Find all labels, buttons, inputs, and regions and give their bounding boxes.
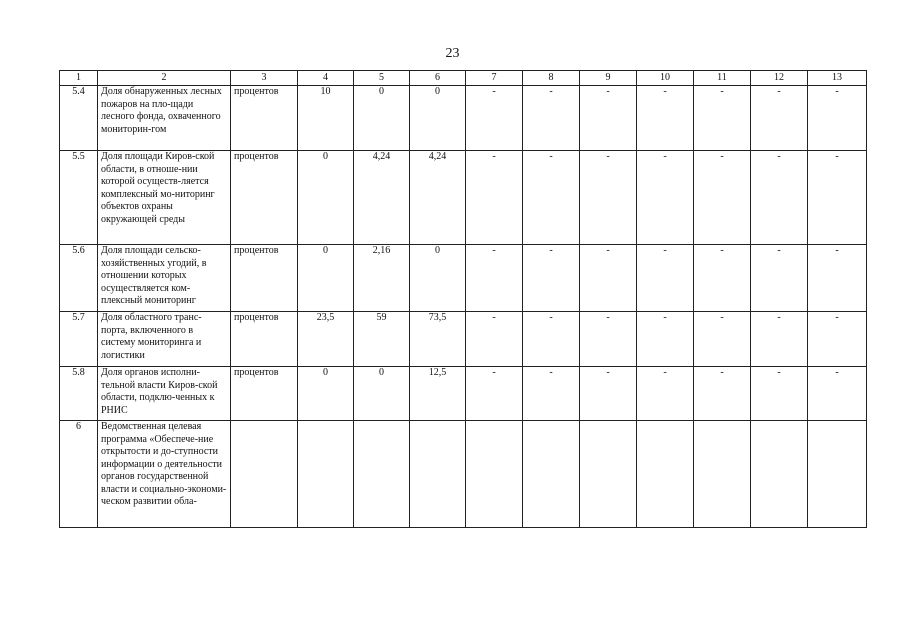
column-header: 13 [808, 71, 867, 86]
value-cell: - [637, 312, 694, 367]
value-cell: - [808, 151, 867, 245]
value-cell: 0 [298, 151, 354, 245]
table-row [60, 86, 867, 151]
value-cell [466, 421, 523, 528]
value-cell: 2,16 [354, 245, 410, 312]
value-cell [751, 421, 808, 528]
column-header: 5 [354, 71, 410, 86]
table-row [60, 421, 867, 528]
value-cell: 4,24 [354, 151, 410, 245]
value-cell: - [466, 86, 523, 151]
value-cell: - [466, 367, 523, 421]
row-number: 5.7 [60, 312, 98, 367]
indicators-table [59, 70, 867, 528]
value-cell [694, 421, 751, 528]
value-cell: - [637, 151, 694, 245]
value-cell: - [751, 312, 808, 367]
table-header-row [60, 71, 867, 86]
table-row [60, 312, 867, 367]
value-cell [808, 421, 867, 528]
column-header: 11 [694, 71, 751, 86]
column-header: 12 [751, 71, 808, 86]
value-cell: - [637, 367, 694, 421]
value-cell: - [694, 151, 751, 245]
value-cell: - [694, 367, 751, 421]
value-cell: - [466, 245, 523, 312]
row-number: 5.6 [60, 245, 98, 312]
value-cell: - [466, 312, 523, 367]
unit-cell [231, 421, 298, 528]
table-row [60, 151, 867, 245]
value-cell: 0 [354, 86, 410, 151]
value-cell: - [523, 86, 580, 151]
value-cell: - [523, 245, 580, 312]
value-cell: 0 [354, 367, 410, 421]
unit-cell: процентов [231, 367, 298, 421]
value-cell: - [523, 367, 580, 421]
indicator-name: Доля органов исполни-тельной власти Киров-ской области, подклю-ченных к РНИС [98, 367, 231, 421]
unit-cell: процентов [231, 245, 298, 312]
value-cell: 0 [298, 245, 354, 312]
value-cell: - [580, 86, 637, 151]
unit-cell: процентов [231, 86, 298, 151]
value-cell: - [808, 245, 867, 312]
value-cell: - [580, 151, 637, 245]
value-cell: - [751, 86, 808, 151]
unit-cell: процентов [231, 151, 298, 245]
value-cell [580, 421, 637, 528]
value-cell: - [694, 86, 751, 151]
value-cell: 4,24 [410, 151, 466, 245]
value-cell: - [751, 367, 808, 421]
unit-cell: процентов [231, 312, 298, 367]
value-cell: 0 [410, 86, 466, 151]
page-number: 23 [445, 46, 460, 61]
value-cell: - [694, 312, 751, 367]
table-row [60, 245, 867, 312]
value-cell [354, 421, 410, 528]
column-header: 9 [580, 71, 637, 86]
value-cell: 23,5 [298, 312, 354, 367]
value-cell: 10 [298, 86, 354, 151]
value-cell: 0 [298, 367, 354, 421]
value-cell [298, 421, 354, 528]
value-cell: - [637, 245, 694, 312]
value-cell: - [808, 367, 867, 421]
indicator-name: Ведомственная целевая программа «Обеспече-ние открытости и до-ступности информации о деятельности органов государственной власти и социально-экономи-ческом развитии обла- [98, 421, 231, 528]
indicator-name: Доля площади сельско-хозяйственных угодий, в отношении которых осуществляется ком-плексный мониторинг [98, 245, 231, 312]
indicator-name: Доля областного транс-порта, включенного в систему мониторинга и логистики [98, 312, 231, 367]
column-header: 6 [410, 71, 466, 86]
table-row [60, 367, 867, 421]
column-header: 8 [523, 71, 580, 86]
indicator-name: Доля площади Киров-ской области, в отноше-нии которой осуществ-ляется комплексный мо-ниторинг объектов охраны окружающей среды [98, 151, 231, 245]
value-cell: 0 [410, 245, 466, 312]
value-cell [637, 421, 694, 528]
value-cell [410, 421, 466, 528]
value-cell: 12,5 [410, 367, 466, 421]
value-cell: 73,5 [410, 312, 466, 367]
column-header: 4 [298, 71, 354, 86]
value-cell: - [466, 151, 523, 245]
column-header: 10 [637, 71, 694, 86]
value-cell: - [751, 245, 808, 312]
row-number: 5.8 [60, 367, 98, 421]
column-header: 7 [466, 71, 523, 86]
value-cell: - [694, 245, 751, 312]
column-header: 2 [98, 71, 231, 86]
value-cell: 59 [354, 312, 410, 367]
column-header: 3 [231, 71, 298, 86]
value-cell: - [751, 151, 808, 245]
value-cell: - [808, 312, 867, 367]
value-cell: - [523, 312, 580, 367]
row-number: 6 [60, 421, 98, 528]
row-number: 5.4 [60, 86, 98, 151]
column-header: 1 [60, 71, 98, 86]
value-cell: - [637, 86, 694, 151]
indicator-name: Доля обнаруженных лесных пожаров на пло-щади лесного фонда, охваченного мониторин-гом [98, 86, 231, 151]
value-cell: - [580, 245, 637, 312]
value-cell: - [808, 86, 867, 151]
value-cell [523, 421, 580, 528]
row-number: 5.5 [60, 151, 98, 245]
value-cell: - [580, 367, 637, 421]
value-cell: - [523, 151, 580, 245]
value-cell: - [580, 312, 637, 367]
